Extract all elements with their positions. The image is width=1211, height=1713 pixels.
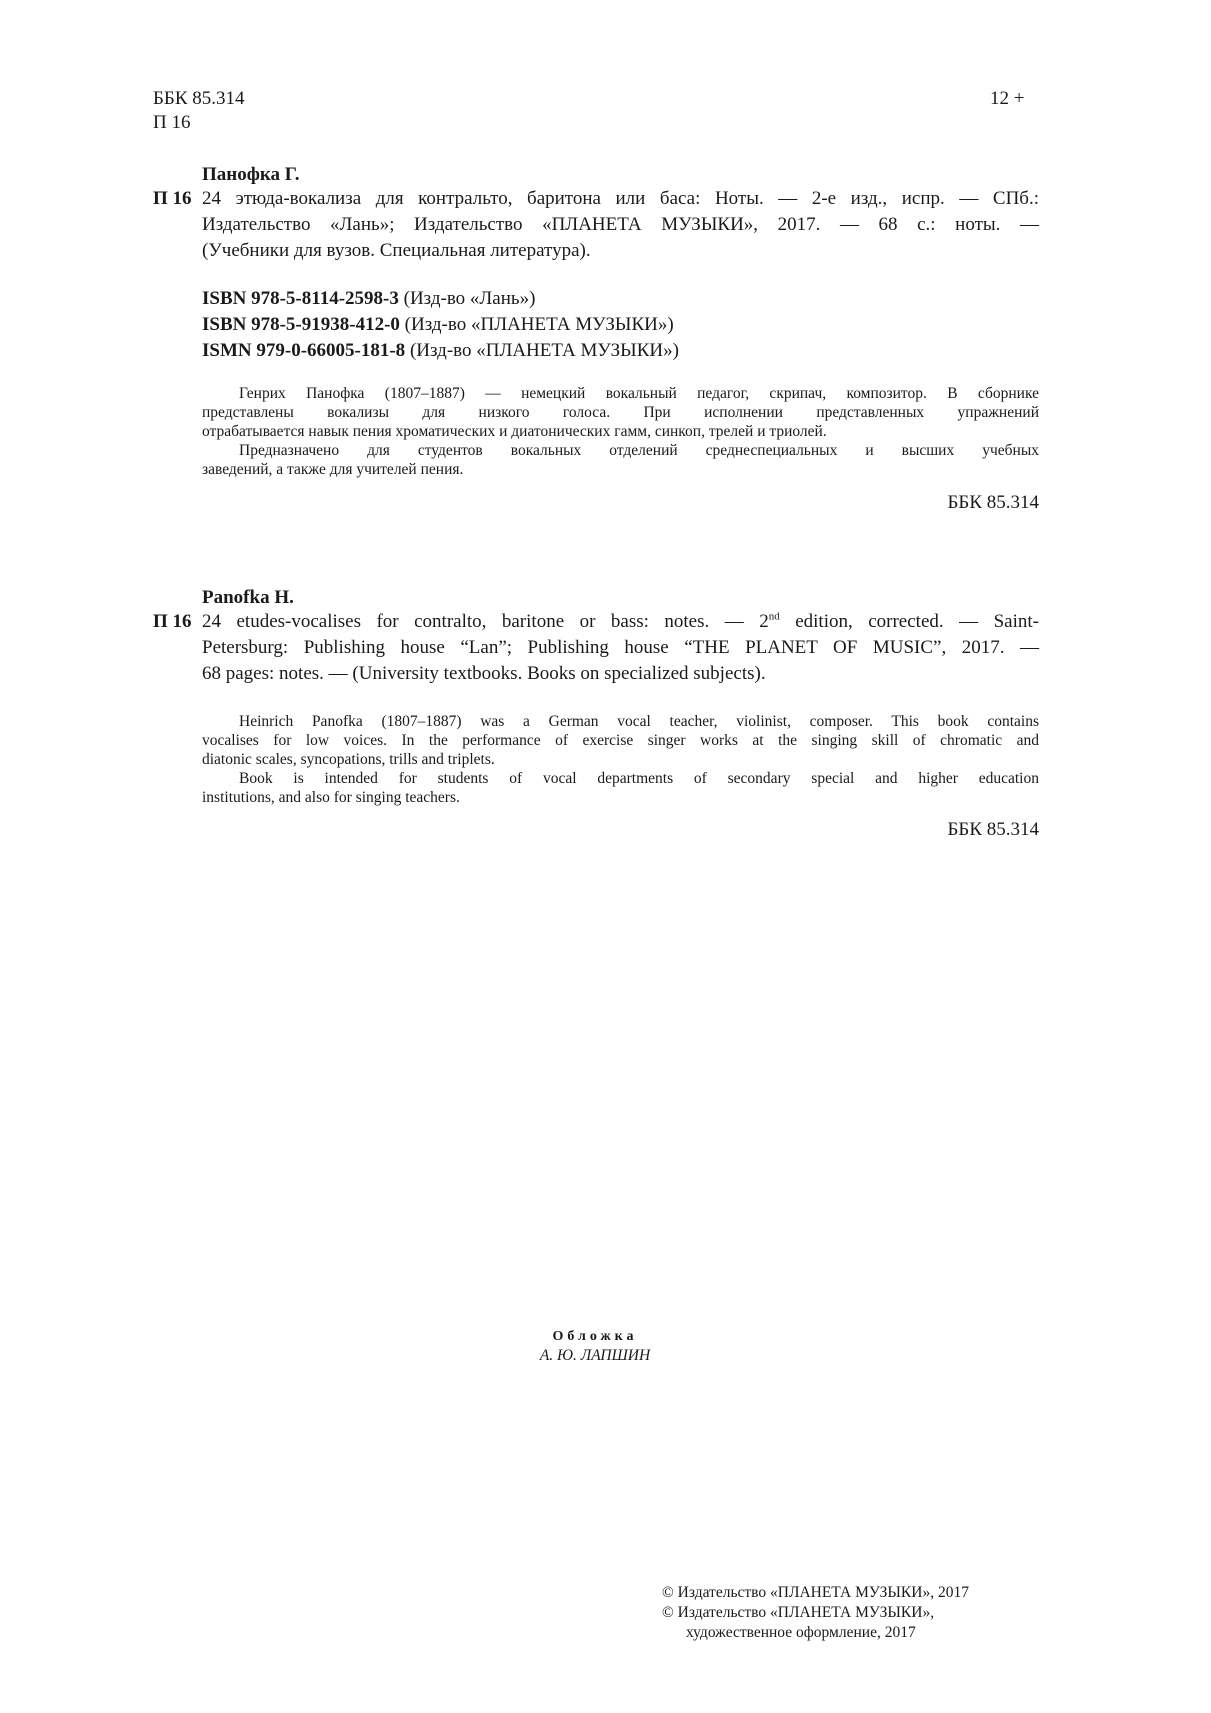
abstract-line: vocalises for low voices. In the performance of exercise singer works at the singing skill of chromatic and bbox=[202, 732, 1039, 749]
isbn-line bbox=[202, 286, 679, 312]
en-desc-line: Petersburg: Publishing house “Lan”; Publishing house “THE PLANET OF MUSIC”, 2017. — bbox=[202, 637, 1039, 658]
ismn-number: ISMN 979-0-66005-181-8 bbox=[202, 340, 406, 361]
age-rating: 12 + bbox=[990, 88, 1025, 109]
copyright-block bbox=[662, 1583, 969, 1643]
ru-abstract bbox=[202, 384, 1039, 479]
isbn-line bbox=[202, 312, 679, 338]
ru-bbk: ББК 85.314 bbox=[947, 492, 1039, 513]
ru-desc-line: 24 этюда-вокализа для контральто, баритона или баса: Ноты. — 2-е изд., испр. — СПб.: bbox=[202, 188, 1039, 209]
ru-description bbox=[202, 186, 1039, 264]
cover-label: Обложка bbox=[552, 1329, 638, 1344]
en-code: П 16 bbox=[153, 611, 192, 632]
ru-code: П 16 bbox=[153, 188, 192, 209]
abstract-line: institutions, and also for singing teachers. bbox=[202, 789, 460, 806]
abstract-line: diatonic scales, syncopations, trills and triplets. bbox=[202, 751, 495, 768]
en-desc-line: 24 etudes-vocalises for contralto, baritone or bass: notes. — 2nd edition, corrected. — Saint- bbox=[202, 610, 1039, 632]
cover-credit bbox=[470, 1328, 720, 1366]
header-code: П 16 bbox=[153, 112, 191, 133]
abstract-line: Book is intended for students of vocal departments of secondary special and higher education bbox=[239, 770, 1039, 787]
ru-isbn-block bbox=[202, 286, 679, 364]
en-bbk: ББК 85.314 bbox=[947, 819, 1039, 840]
ru-author: Панофка Г. bbox=[202, 164, 300, 185]
isbn-number: ISBN 978-5-8114-2598-3 bbox=[202, 288, 399, 309]
copyright-line: © Издательство «ПЛАНЕТА МУЗЫКИ», 2017 bbox=[662, 1584, 969, 1601]
abstract-line: представлены вокализы для низкого голоса. При исполнении представленных упражнений bbox=[202, 404, 1039, 421]
isbn-number: ISBN 978-5-91938-412-0 bbox=[202, 314, 400, 335]
copyright-line: художественное оформление, 2017 bbox=[686, 1624, 916, 1641]
header-bbk: ББК 85.314 bbox=[153, 88, 245, 109]
abstract-line: Heinrich Panofka (1807–1887) was a German vocal teacher, violinist, composer. This book contains bbox=[239, 713, 1039, 730]
ismn-line bbox=[202, 338, 679, 364]
cover-artist: А. Ю. ЛАПШИН bbox=[539, 1347, 651, 1364]
en-description bbox=[202, 609, 1039, 687]
abstract-line: Генрих Панофка (1807–1887) — немецкий вокальный педагог, скрипач, композитор. В сборнике bbox=[239, 385, 1039, 402]
ru-desc-line: (Учебники для вузов. Специальная литература). bbox=[202, 240, 591, 261]
ru-desc-line: Издательство «Лань»; Издательство «ПЛАНЕТА МУЗЫКИ», 2017. — 68 с.: ноты. — bbox=[202, 214, 1039, 235]
en-author: Panofka H. bbox=[202, 587, 294, 608]
isbn-publisher: (Изд-во «Лань») bbox=[398, 288, 536, 309]
copyright-line: © Издательство «ПЛАНЕТА МУЗЫКИ», bbox=[662, 1604, 935, 1621]
abstract-line: отрабатывается навык пения хроматических и диатонических гамм, синкоп, трелей и триолей. bbox=[202, 423, 827, 440]
isbn-publisher: (Изд-во «ПЛАНЕТА МУЗЫКИ») bbox=[399, 314, 674, 335]
en-desc-line: 68 pages: notes. — (University textbooks. Books on specialized subjects). bbox=[202, 663, 766, 684]
abstract-line: Предназначено для студентов вокальных отделений среднеспециальных и высших учебных bbox=[239, 442, 1039, 459]
isbn-publisher: (Изд-во «ПЛАНЕТА МУЗЫКИ») bbox=[405, 340, 679, 361]
abstract-line: заведений, а также для учителей пения. bbox=[202, 461, 464, 478]
en-abstract bbox=[202, 712, 1039, 807]
